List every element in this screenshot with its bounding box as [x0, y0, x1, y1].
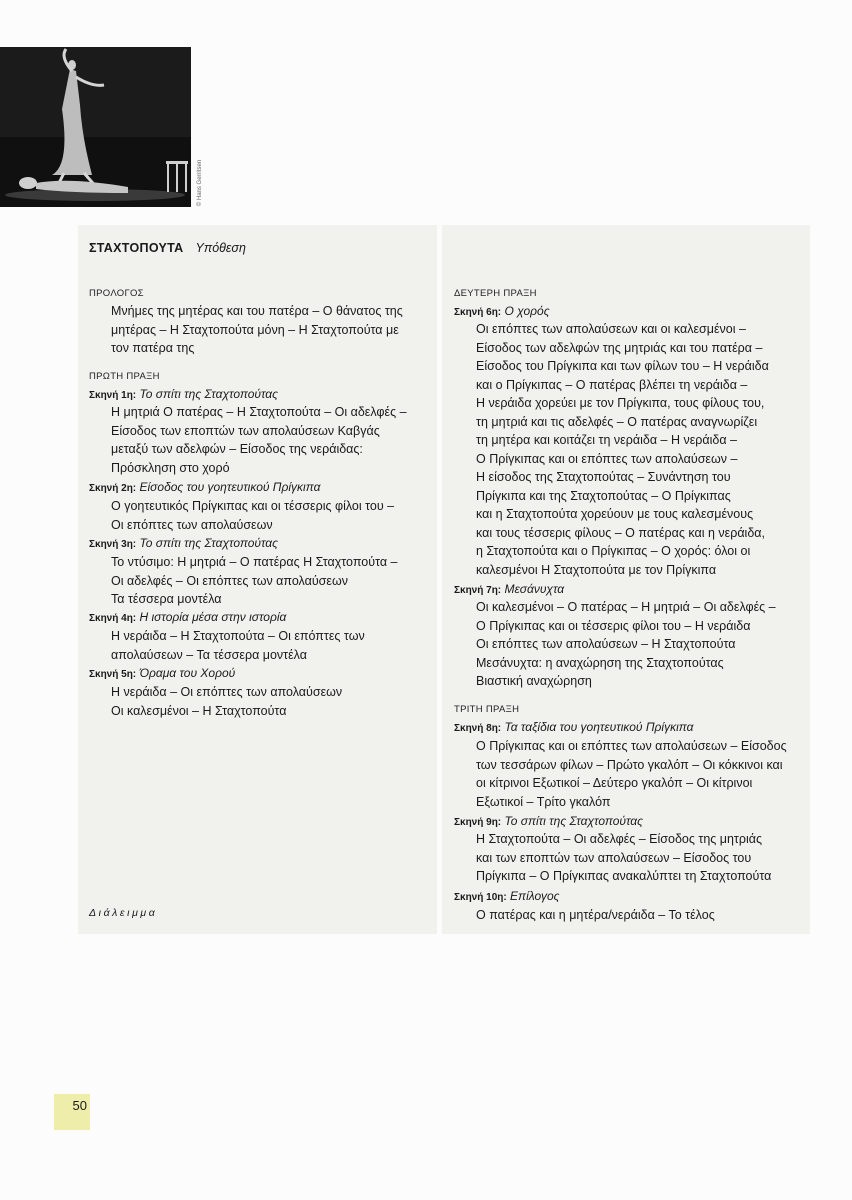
scene-1-heading: Σκηνή 1η: Το σπίτι της Σταχτοπούτας — [89, 387, 278, 401]
prologue-heading: ΠΡΟΛΟΓΟΣ — [89, 288, 144, 299]
act3-heading: ΤΡΙΤΗ ΠΡΑΞΗ — [454, 704, 520, 715]
scene-4-heading: Σκηνή 4η: Η ιστορία μέσα στην ιστορία — [89, 610, 287, 624]
ballet-photo — [0, 47, 191, 207]
scene-6-heading: Σκηνή 6η: Ο χορός — [454, 304, 550, 318]
heading — [89, 239, 246, 257]
scene-5-heading: Σκηνή 5η: Όραμα του Χορού — [89, 666, 236, 680]
page-title: ΣΤΑΧΤΟΠΟΥΤΑ — [89, 241, 184, 255]
scene-4-text: Η νεράιδα – Η Σταχτοπούτα – Οι επόπτες των απολαύσεων – Τα τέσσερα μοντέλα — [111, 629, 365, 662]
scene-5-text: Η νεράιδα – Οι επόπτες των απολαύσεων Οι καλεσμένοι – Η Σταχτοπούτα — [111, 685, 343, 718]
scene-3-text: Το ντύσιμο: Η μητριά – Ο πατέρας Η Σταχτοπούτα – Οι αδελφές – Οι επόπτες των απολαύσεων Τα τέσσερα μοντέλα — [111, 555, 398, 606]
prologue-text: Μνήμες της μητέρας και του πατέρα – Ο θάνατος της μητέρας – Η Σταχτοπούτα μόνη – Η Σταχτοπούτα με τον πατέρα της — [111, 304, 403, 355]
scene-8-heading: Σκηνή 8η: Τα ταξίδια του γοητευτικού Πρίγκιπα — [454, 720, 694, 734]
page-number: 50 — [54, 1094, 90, 1130]
scene-6-text: Οι επόπτες των απολαύσεων και οι καλεσμένοι – Είσοδος των αδελφών της μητριάς και του πατέρα – Είσοδος του Πρίγκιπα και των φίλων του – Η νεράιδα και ο Πρίγκιπας – Ο πατέρας βλέπει τη νεράιδα – Η νεράιδα χορεύει με τον Πρίγκιπα, τους φίλους του, τη μητριά και τις αδελφές – Ο πατέρας αναγνωρίζει τη μητέρα και κοιτάζει τη νεράιδα – Η νεράιδα – Ο Πρίγκιπας και οι επόπτες των απολαύσεων – Η είσοδος της Σταχτοπούτας – Συνάντηση του Πρίγκιπα και της Σταχτοπούτας – Ο Πρίγκιπας και η Σταχτοπούτα χορεύουν με τους καλεσμένους και τους τέσσερις φίλους – Ο πατέρας και η νεράιδα, η Σταχτοπούτα και ο Πρίγκιπας – Ο χορός: όλοι οι καλεσμένοι Η Σταχτοπούτα με τον Πρίγκιπα — [476, 322, 769, 577]
act2-heading: ΔΕΥΤΕΡΗ ΠΡΑΞΗ — [454, 288, 537, 299]
scene-1-text: Η μητριά Ο πατέρας – Η Σταχτοπούτα – Οι αδελφές – Είσοδος των εποπτών των απολαύσεων Καβγάς μεταξύ των αδελφών – Είσοδος της νεράιδας: Πρόσκληση στο χορό — [111, 405, 407, 475]
scene-2-heading: Σκηνή 2η: Είσοδος του γοητευτικού Πρίγκιπα — [89, 480, 321, 494]
scene-9-heading: Σκηνή 9η: Το σπίτι της Σταχτοπούτας — [454, 814, 643, 828]
act1-heading: ΠΡΩΤΗ ΠΡΑΞΗ — [89, 371, 160, 382]
right-panel — [442, 225, 810, 934]
scene-10-heading: Σκηνή 10η: Επίλογος — [454, 889, 560, 903]
scene-3-heading: Σκηνή 3η: Το σπίτι της Σταχτοπούτας — [89, 536, 278, 550]
scene-10-text: Ο πατέρας και η μητέρα/νεράιδα – Το τέλος — [476, 908, 715, 922]
scene-7-heading: Σκηνή 7η: Μεσάνυχτα — [454, 582, 565, 596]
intermission-label: Διάλειμμα — [89, 907, 158, 919]
page-subtitle: Υπόθεση — [195, 241, 246, 255]
scene-9-text: Η Σταχτοπούτα – Οι αδελφές – Είσοδος της μητριάς και των εποπτών των απολαύσεων – Είσοδος του Πρίγκιπα – Ο Πρίγκιπας ανακαλύπτει τη Σταχτοπούτα — [476, 832, 772, 883]
photo-credit: © Hans Gerritsen — [197, 159, 204, 207]
left-panel — [78, 225, 437, 934]
scene-8-text: Ο Πρίγκιπας και οι επόπτες των απολαύσεων – Είσοδος των τεσσάρων φίλων – Πρώτο γκαλόπ – Οι κόκκινοι και οι κίτρινοι Εξωτικοί – Δεύτερο γκαλόπ – Οι κίτρινοι Εξωτικοί – Τρίτο γκαλόπ — [476, 739, 787, 809]
scene-2-text: Ο γοητευτικός Πρίγκιπας και οι τέσσερις φίλοι του – Οι επόπτες των απολαύσεων — [111, 499, 395, 532]
scene-7-text: Οι καλεσμένοι – Ο πατέρας – Η μητριά – Οι αδελφές – Ο Πρίγκιπας και οι τέσσερις φίλοι του – Η νεράιδα Οι επόπτες των απολαύσεων – Η Σταχτοπούτα Μεσάνυχτα: η αναχώρηση της Σταχτοπούτας Βιαστική αναχώρηση — [476, 600, 776, 688]
